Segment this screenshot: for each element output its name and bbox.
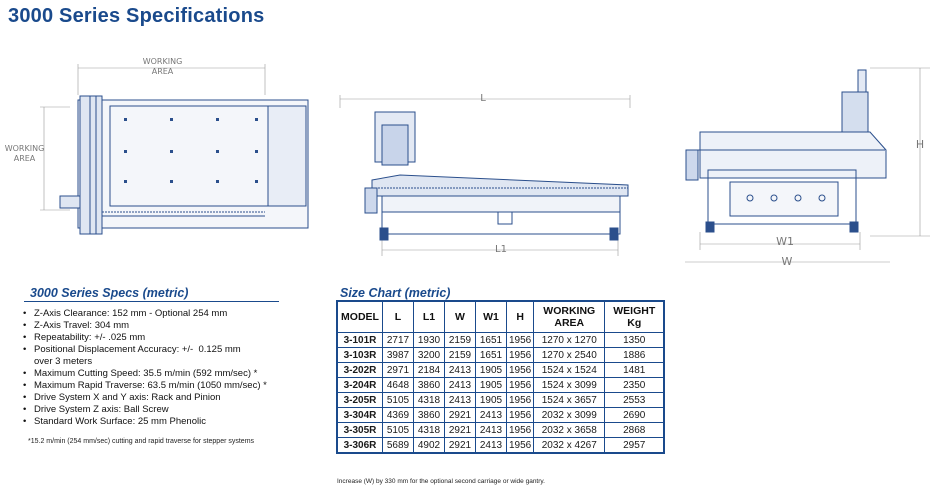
model-cell: 3-202R	[337, 363, 383, 378]
spec-item: • Maximum Rapid Traverse: 63.5 m/min (1050 mm/sec) *	[32, 380, 267, 392]
header-l: L	[383, 301, 414, 333]
size-chart-table	[336, 300, 665, 454]
table-cell: 2690	[605, 408, 665, 423]
spec-item: • Positional Displacement Accuracy: +/- 0.125 mm	[32, 344, 267, 356]
specs-list	[22, 308, 267, 428]
table-cell: 2032 x 3658	[534, 423, 605, 438]
dimension-w1-label: W1	[776, 235, 794, 248]
table-cell: 1886	[605, 348, 665, 363]
header-l1: L1	[414, 301, 445, 333]
model-cell: 3-304R	[337, 408, 383, 423]
table-cell: 2957	[605, 438, 665, 454]
model-cell: 3-204R	[337, 378, 383, 393]
table-cell: 1524 x 3657	[534, 393, 605, 408]
table-cell: 4902	[414, 438, 445, 454]
table-cell: 1956	[507, 333, 534, 348]
spec-item: • Z-Axis Clearance: 152 mm - Optional 254 mm	[32, 308, 267, 320]
spec-item: • Maximum Cutting Speed: 35.5 m/min (592 mm/sec) *	[32, 368, 267, 380]
table-cell: 2184	[414, 363, 445, 378]
table-cell: 2868	[605, 423, 665, 438]
specs-footnote: *15.2 m/min (254 mm/sec) cutting and rapid traverse for stepper systems	[28, 438, 255, 445]
table-cell: 5689	[383, 438, 414, 454]
table-cell: 2717	[383, 333, 414, 348]
table-cell: 2350	[605, 378, 665, 393]
table-cell: 1956	[507, 423, 534, 438]
table-cell: 2159	[445, 348, 476, 363]
table-row	[337, 378, 664, 393]
table-cell: 1956	[507, 438, 534, 454]
table-cell: 5105	[383, 393, 414, 408]
dimension-h-label: H	[915, 138, 925, 151]
table-cell: 1930	[414, 333, 445, 348]
table-row	[337, 438, 664, 454]
table-cell: 2032 x 3099	[534, 408, 605, 423]
size-chart-title: Size Chart (metric)	[340, 286, 451, 300]
table-cell: 1905	[476, 378, 507, 393]
table-cell: 2159	[445, 333, 476, 348]
dimension-l1-label: L1	[495, 244, 507, 255]
table-cell: 2413	[445, 393, 476, 408]
header-working-area: WORKING AREA	[534, 301, 605, 333]
header-w: W	[445, 301, 476, 333]
table-cell: 1524 x 1524	[534, 363, 605, 378]
table-cell: 1350	[605, 333, 665, 348]
header-weight: WEIGHT Kg	[605, 301, 665, 333]
table-cell: 2032 x 4267	[534, 438, 605, 454]
table-cell: 1524 x 3099	[534, 378, 605, 393]
table-row	[337, 363, 664, 378]
model-cell: 3-306R	[337, 438, 383, 454]
table-cell: 2413	[445, 363, 476, 378]
spec-item: • Z-Axis Travel: 304 mm	[32, 320, 267, 332]
machine-drawings	[0, 57, 934, 275]
table-cell: 2413	[476, 438, 507, 454]
spec-item-continuation: over 3 meters	[34, 356, 93, 367]
end-view-drawing	[685, 68, 930, 262]
table-cell: 2921	[445, 408, 476, 423]
table-cell: 2921	[445, 423, 476, 438]
specs-title: 3000 Series Specs (metric)	[30, 286, 189, 300]
table-cell: 1905	[476, 393, 507, 408]
table-cell: 1270 x 2540	[534, 348, 605, 363]
table-cell: 4369	[383, 408, 414, 423]
table-cell: 2921	[445, 438, 476, 454]
table-cell: 5105	[383, 423, 414, 438]
table-cell: 1956	[507, 363, 534, 378]
table-cell: 2553	[605, 393, 665, 408]
model-cell: 3-305R	[337, 423, 383, 438]
table-cell: 4648	[383, 378, 414, 393]
table-row	[337, 348, 664, 363]
header-h: H	[507, 301, 534, 333]
table-cell: 1956	[507, 378, 534, 393]
table-cell: 1270 x 1270	[534, 333, 605, 348]
table-row	[337, 408, 664, 423]
table-cell: 3987	[383, 348, 414, 363]
dimension-w-label: W	[781, 255, 793, 268]
model-cell: 3-103R	[337, 348, 383, 363]
header-model: MODEL	[337, 301, 383, 333]
table-cell: 2413	[476, 423, 507, 438]
table-cell: 2413	[476, 408, 507, 423]
table-cell: 1651	[476, 333, 507, 348]
side-view-drawing	[340, 95, 630, 256]
spec-item: • Standard Work Surface: 25 mm Phenolic	[32, 416, 267, 428]
table-cell: 3860	[414, 408, 445, 423]
model-cell: 3-101R	[337, 333, 383, 348]
table-row	[337, 423, 664, 438]
table-row	[337, 333, 664, 348]
size-chart-note: Increase (W) by 330 mm for the optional second carriage or wide gantry.	[337, 478, 545, 485]
table-cell: 1651	[476, 348, 507, 363]
table-cell: 2971	[383, 363, 414, 378]
table-cell: 4318	[414, 423, 445, 438]
spec-item: • Drive System Z axis: Ball Screw	[32, 404, 267, 416]
table-cell: 2413	[445, 378, 476, 393]
model-cell: 3-205R	[337, 393, 383, 408]
header-w1: W1	[476, 301, 507, 333]
size-chart-header-row	[337, 301, 664, 333]
spec-item: • Drive System X and Y axis: Rack and Pinion	[32, 392, 267, 404]
page-title: 3000 Series Specifications	[8, 5, 265, 27]
top-view-drawing	[40, 64, 308, 234]
dimension-l-label: L	[480, 93, 486, 104]
working-area-label-side: WORKING AREA	[4, 144, 45, 163]
table-row	[337, 393, 664, 408]
spec-item: • Repeatability: +/- .025 mm	[32, 332, 267, 344]
working-area-label-top: WORKING AREA	[142, 57, 183, 76]
table-cell: 1905	[476, 363, 507, 378]
table-cell: 3200	[414, 348, 445, 363]
table-cell: 1956	[507, 348, 534, 363]
table-cell: 1956	[507, 408, 534, 423]
table-cell: 1956	[507, 393, 534, 408]
specs-divider	[24, 301, 279, 302]
table-cell: 1481	[605, 363, 665, 378]
table-cell: 4318	[414, 393, 445, 408]
table-cell: 3860	[414, 378, 445, 393]
